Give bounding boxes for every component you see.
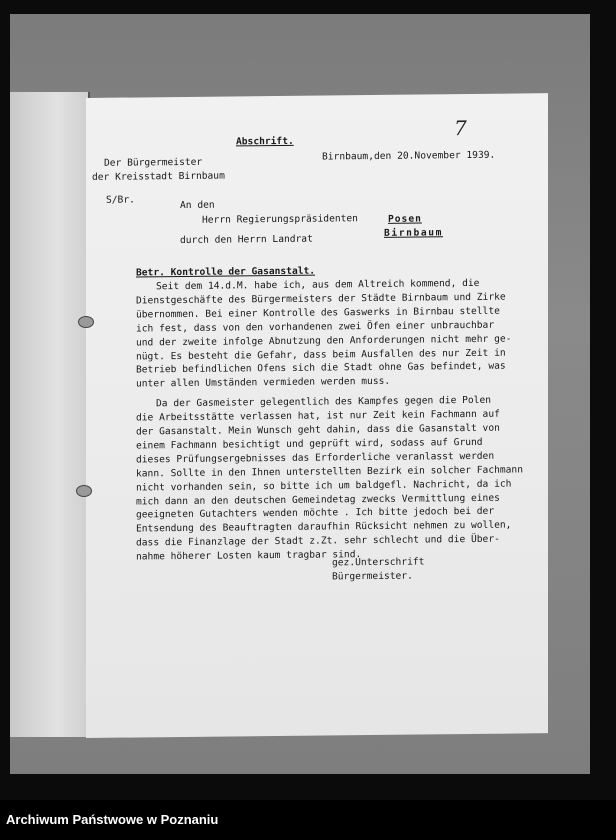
sender-line-1: Der Bürgermeister [104,156,203,169]
via-line: durch den Herrn Landrat [180,233,313,247]
underlying-page [10,92,90,737]
recipient-an: An den [180,199,215,212]
body-line: kann. Sollte in den Ihnen unterstellten Bezirk ein solcher Fachmann [136,464,523,480]
body-line: nahme höherer Losten kaum tragbar sind. [136,549,362,563]
sender-line-2: der Kreisstadt Birnbaum [92,170,225,183]
subject-line: Betr. Kontrolle der Gasanstalt. [136,265,316,279]
body-line: übernommen. Bei einer Kontrolle des Gaswerks in Birnbau stellte [136,305,500,321]
body-line: dieses Prüfungsergebnisses das Erforderliche veranlasst werden [136,450,495,466]
body-line: Seit dem 14.d.M. habe ich, aus dem Altreich kommend, die [156,277,480,293]
body-line: ich fest, dass von den vorhandenen zwei Öfen einer unbrauchbar [136,319,495,335]
signature-line-2: Bürgermeister. [332,570,413,583]
signature-line-1: gez.Unterschrift [332,556,425,569]
body-line: unter allen Umständen vermieden werden muss. [136,376,391,390]
place-date: Birnbaum,den 20.November 1939. [322,149,496,163]
page-number: 7 [454,116,467,141]
body-line: die Arbeitsstätte verlassen hat, ist nur Zeit kein Fachmann auf [136,408,500,424]
body-line: und der zweite infolge Abnutzung den Anforderungen nicht mehr ge- [136,333,512,349]
document-page [86,93,548,738]
body-line: Dienstgeschäfte des Bürgermeisters der Städte Birnbaum und Zirke [136,291,506,307]
body-line: nicht vorhanden sein, so bitte ich um baldgefl. Nachricht, da ich [136,478,512,494]
recipient-city: Posen [388,213,422,225]
body-line: mich dann an den deutschen Gemeindetag zwecks Vermittlung eines [136,492,500,507]
punch-hole-bottom [76,485,92,497]
body-line: geeigneten Gutachters wenden möchte . Ich bitte jedoch bei der [136,506,495,521]
recipient-name: Herrn Regierungspräsidenten [202,213,358,226]
body-line: Betrieb befindlichen Ofens sich die Stadt ohne Gas befindet, was [136,360,506,376]
archive-footer [0,800,616,840]
body-line: Entsendung des Beauftragten daraufhin Rücksicht nehmen zu wollen, [136,519,512,535]
via-city: Birnbaum [384,227,444,239]
body-line: der Gasanstalt. Mein Wunsch geht dahin, dass die Gasanstalt von [136,422,500,438]
document-heading: Abschrift. [236,135,294,148]
punch-hole-top [78,316,94,328]
body-line: dass die Finanzlage der Stadt z.Zt. sehr schlecht und die Über- [136,533,500,549]
body-line: Da der Gasmeister gelegentlich des Kampfes gegen die Polen [156,394,492,410]
reference-code: S/Br. [106,194,135,206]
archive-name: Archiwum Państwowe w Poznaniu [6,812,219,827]
body-line: nügt. Es besteht die Gefahr, dass beim Ausfallen des nur Zeit in [136,347,506,362]
body-line: einem Fachmann besichtigt und geprüft wird, sodass auf Grund [136,436,483,452]
